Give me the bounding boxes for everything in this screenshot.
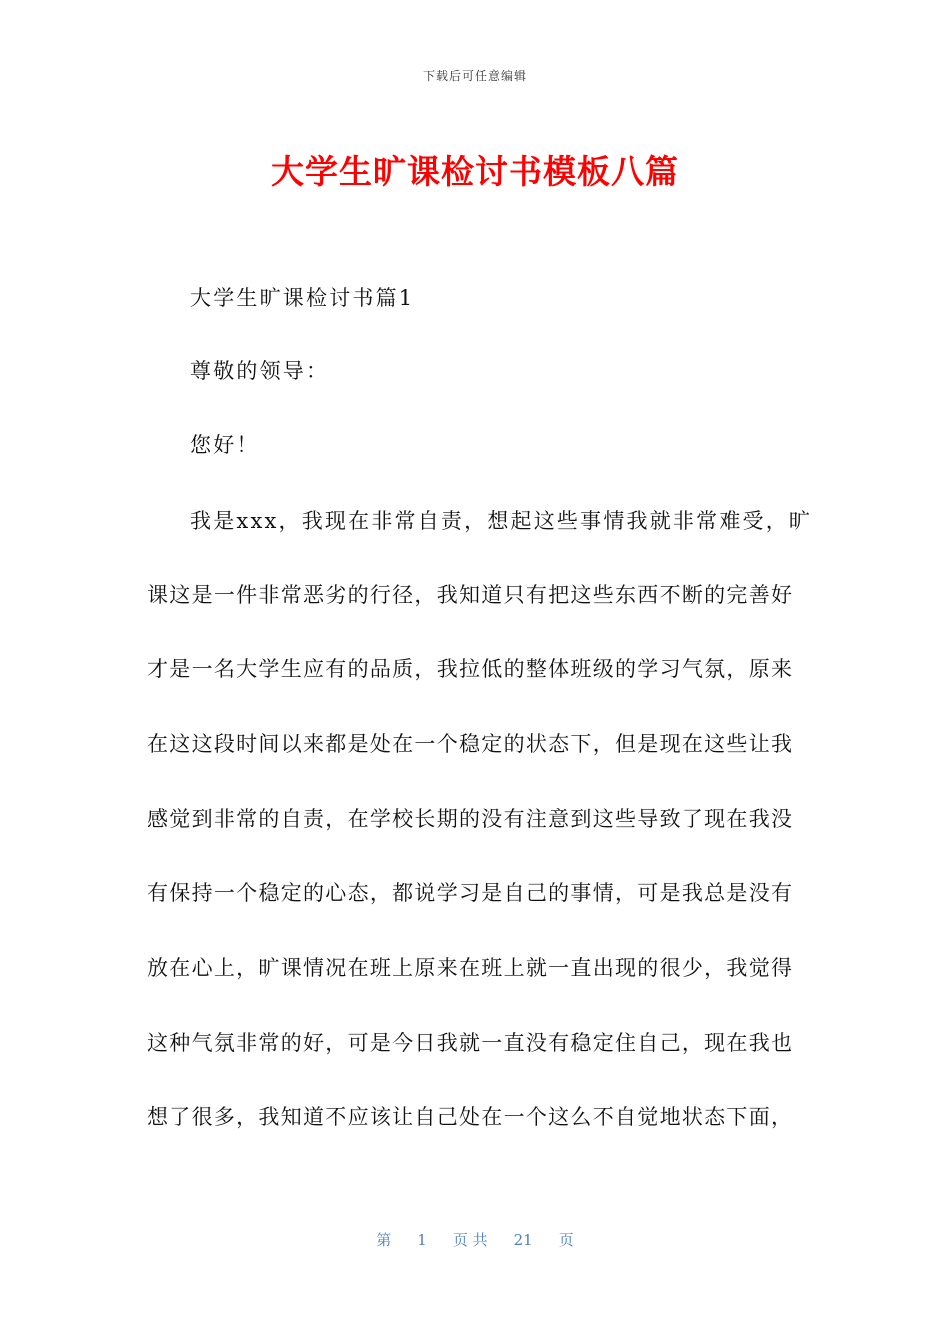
- body-line: 课这是一件非常恶劣的行径，我知道只有把这些东西不断的完善好: [147, 583, 792, 607]
- body-line: 有保持一个稳定的心态，都说学习是自己的事情，可是我总是没有: [147, 881, 792, 905]
- body-line: 想了很多，我知道不应该让自己处在一个这么不自觉地状态下面，: [147, 1105, 792, 1129]
- body-line: 在这这段时间以来都是处在一个稳定的状态下，但是现在这些让我: [147, 732, 792, 756]
- salutation: 尊敬的领导：: [190, 359, 330, 383]
- footer-prefix: 第: [376, 1231, 392, 1249]
- footer-page-number: 1: [417, 1231, 427, 1249]
- page-footer: [0, 1229, 950, 1250]
- body-line: 我是xxx，我现在非常自责，想起这些事情我就非常难受，旷: [190, 509, 813, 533]
- section-heading: 大学生旷课检讨书篇1: [190, 286, 415, 310]
- footer-suffix: 页: [558, 1231, 574, 1249]
- body-line: 放在心上，旷课情况在班上原来在班上就一直出现的很少，我觉得: [147, 956, 792, 980]
- body-line: 这种气氛非常的好，可是今日我就一直没有稳定住自己，现在我也: [147, 1031, 792, 1055]
- document-title: 大学生旷课检讨书模板八篇: [271, 152, 679, 191]
- body-line: 感觉到非常的自责，在学校长期的没有注意到这些导致了现在我没: [147, 807, 792, 831]
- footer-total-pages: 21: [513, 1231, 533, 1249]
- footer-middle: 页 共: [452, 1231, 488, 1249]
- header-note: 下载后可任意编辑: [422, 69, 527, 83]
- body-line: 才是一名大学生应有的品质，我拉低的整体班级的学习气氛，原来: [147, 657, 792, 681]
- greeting: 您好！: [190, 433, 260, 457]
